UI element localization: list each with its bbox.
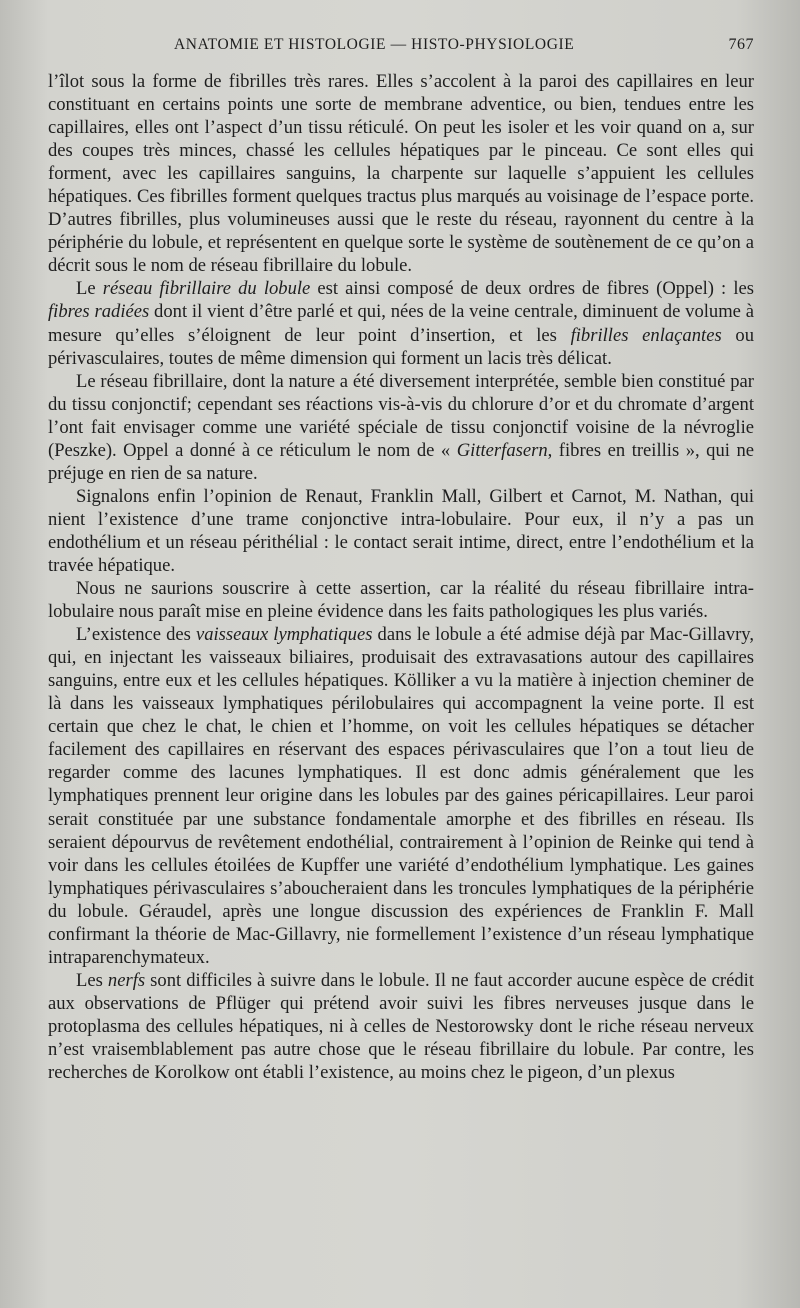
text-run: sont difficiles à suivre dans le lobule. Il ne faut accorder aucune espèce de crédit aux observations de Pflüger qui prétend avoir suivi les fibres nerveuses jusque dans le protoplasma des cellules hépatiques, ni à celles de Nestorowsky dont le riche réseau nerveux n’est vraisemblablement pas autre chose que le réseau fibrillaire du lobule. Par contre, les recherches de Korolkow ont établi l’existence, au moins chez le pigeon, d’un plexus (48, 969, 754, 1084)
running-head: ANATOMIE ET HISTOLOGIE — HISTO-PHYSIOLOGIE (174, 36, 575, 53)
text-run: Nous ne saurions souscrire à cette assertion, car la réalité du réseau fibrillaire intra-lobulaire nous paraît mise en pleine évidence dans les faits pathologiques les plus variés. (48, 578, 754, 623)
text-run: ou périvasculaires, toutes de même dimension qui forment un lacis très délicat. (48, 324, 754, 369)
text-run: dont il vient d’être parlé et qui, nées de la veine centrale, diminuent de volume à mesure qu’elles s’éloignent de leur point d’insertion, et les (48, 301, 754, 346)
text-run: L’existence des (76, 624, 196, 646)
paragraph (48, 623, 754, 969)
text-run: Le (76, 278, 103, 300)
text-run: Les (76, 969, 108, 991)
text-run: Le réseau fibrillaire, dont la nature a été diversement interprétée, semble bien constitué par du tissu conjonctif; cependant ses réactions vis-à-vis du chlorure d’or et du chromate d’argent l’ont fait envisager comme une variété spéciale de tissu conjonctif voisine de la névroglie (Peszke). Oppel a donné à ce réticulum le nom de « (48, 370, 754, 461)
paragraph (48, 969, 754, 1084)
text-run: Signalons enfin l’opinion de Renaut, Franklin Mall, Gilbert et Carnot, M. Nathan, qui nient l’existence d’une trame conjonctive intra-lobulaire. Pour eux, il n’y a pas un endothélium et un réseau périthélial : le contact serait intime, direct, entre l’endothélium et la travée hépatique. (48, 485, 754, 576)
page-number: 767 (728, 36, 754, 53)
paragraph (48, 70, 754, 277)
body-text (48, 70, 754, 1084)
paragraph (48, 370, 754, 485)
italic-term: vaisseaux lymphatiques (195, 624, 373, 646)
page-header (48, 36, 754, 58)
paragraph (48, 577, 754, 623)
italic-term: fibrilles enlaçantes (570, 324, 722, 346)
text-run: est ainsi composé de deux ordres de fibres (Oppel) : les (310, 278, 754, 300)
italic-term: fibres radiées (48, 301, 150, 323)
italic-term: réseau fibrillaire du lobule (102, 278, 311, 300)
paragraph (48, 485, 754, 577)
paragraph (48, 277, 754, 369)
italic-term: Gitterfasern (456, 439, 548, 461)
text-run: dans le lobule a été admise déjà par Mac-Gillavry, qui, en injectant les vaisseaux biliaires, produisait des extravasations autour des capillaires sanguins, entre eux et les cellules hépatiques. Kölliker a vu la matière à injection cheminer de là dans les vaisseaux lymphatiques périlobulaires qui accompagnent la veine porte. Il est certain que chez le chat, le chien et l’homme, on voit les cellules hépatiques se détacher facilement des capillaires en réservant des espaces périvasculaires que l’on a tout lieu de regarder comme des lacunes lymphatiques. Il est donc admis généralement que les lymphatiques prennent leur origine dans les lobules par des gaines péricapillaires. Leur paroi serait constituée par une substance fondamentale amorphe et des fibrilles en réseau. Ils seraient dépourvus de revêtement endothélial, contrairement à l’opinion de Reinke qui tend à voir dans les cellules étoilées de Kupffer une variété d’endothélium lymphatique. Les gaines lymphatiques périvasculaires s’aboucheraient dans les troncules lymphatiques de la périphérie du lobule. Géraudel, après une longue discussion des expériences de Franklin F. Mall confirmant la théorie de Mac-Gillavry, nie formellement l’existence d’un réseau lymphatique intraparenchymateux. (48, 624, 755, 968)
text-run: l’îlot sous la forme de fibrilles très rares. Elles s’accolent à la paroi des capillaires en leur constituant en certains points une sorte de membrane adventice, ou bien, tendues entre les capillaires, elles ont l’aspect d’un tissu réticulé. On peut les isoler et les voir quand on a, sur des coupes très minces, chassé les cellules hépatiques par le pinceau. Ce sont elles qui forment, avec les capillaires sanguins, la charpente sur laquelle s’appuient les cellules hépatiques. Ces fibrilles forment quelques tractus plus marqués au voisinage de l’espace porte. D’autres fibrilles, plus volumineuses aussi que le reste du réseau, rayonnent du centre à la périphérie du lobule, et représentent en quelque sorte le système de soutènement de ce qu’on a décrit sous le nom de réseau fibrillaire du lobule. (48, 71, 754, 277)
italic-term: nerfs (107, 969, 146, 991)
text-run: , fibres en treillis », qui ne préjuge en rien de sa nature. (48, 439, 754, 484)
